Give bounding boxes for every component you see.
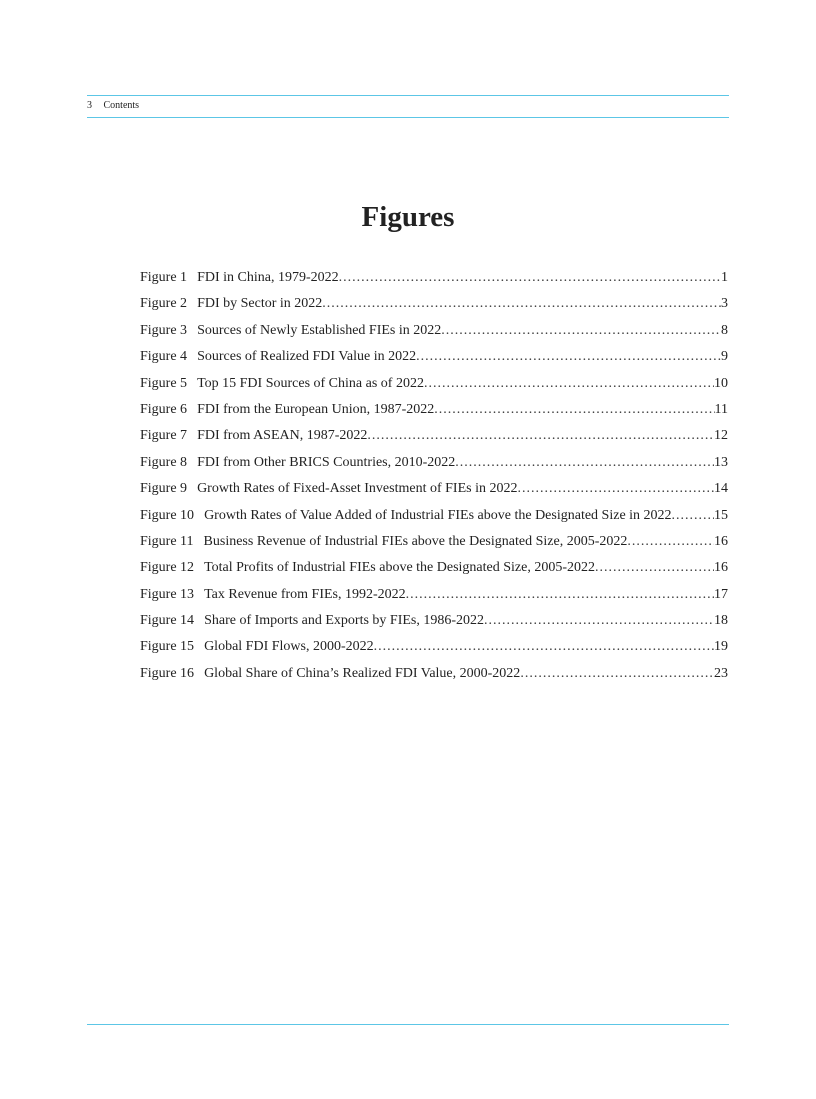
figure-entry[interactable] xyxy=(140,664,728,690)
figure-title[interactable]: Growth Rates of Value Added of Industrial FIEs above the Designated Size in 2022 xyxy=(204,507,672,523)
figure-title[interactable]: Top 15 FDI Sources of China as of 2022 xyxy=(197,375,424,391)
figure-page-number: 14 xyxy=(714,481,728,497)
dot-leader xyxy=(455,453,714,473)
dot-leader xyxy=(339,268,721,288)
dot-leader xyxy=(672,506,714,526)
dot-leader xyxy=(441,321,721,341)
header-page-number: 3 xyxy=(87,100,92,111)
dot-leader xyxy=(520,664,714,684)
figure-title[interactable]: Share of Imports and Exports by FIEs, 1986-2022 xyxy=(204,613,485,629)
dot-leader xyxy=(367,426,714,446)
figure-label: Figure 1 xyxy=(140,270,188,285)
dot-leader xyxy=(322,294,721,314)
figure-label: Figure 8 xyxy=(140,454,188,470)
figure-title[interactable]: FDI from Other BRICS Countries, 2010-2022 xyxy=(197,454,456,470)
figure-title[interactable]: Sources of Realized FDI Value in 2022 xyxy=(197,349,417,365)
header-rule-bottom xyxy=(87,117,729,118)
figure-entry[interactable] xyxy=(140,558,728,584)
figure-entry[interactable] xyxy=(140,321,728,347)
figure-title[interactable]: Growth Rates of Fixed-Asset Investment of FIEs in 2022 xyxy=(197,481,518,497)
figures-list xyxy=(140,268,728,690)
figure-entry[interactable] xyxy=(140,532,728,558)
footer-rule xyxy=(87,1024,729,1025)
figure-label: Figure 9 xyxy=(140,481,188,497)
figure-page-number: 11 xyxy=(714,401,728,417)
dot-leader xyxy=(416,347,721,367)
figure-title[interactable]: Global FDI Flows, 2000-2022 xyxy=(204,639,374,655)
dot-leader xyxy=(434,400,714,420)
dot-leader xyxy=(595,558,714,578)
dot-leader xyxy=(374,637,714,657)
figure-page-number: 3 xyxy=(721,296,728,312)
figure-title[interactable]: FDI from ASEAN, 1987-2022 xyxy=(197,428,368,444)
figure-title[interactable]: Tax Revenue from FIEs, 1992-2022 xyxy=(204,586,406,602)
figure-label: Figure 7 xyxy=(140,428,188,444)
figure-page-number: 12 xyxy=(714,428,728,444)
dot-leader xyxy=(484,611,714,631)
figure-page-number: 13 xyxy=(714,454,728,470)
figure-label: Figure 6 xyxy=(140,401,188,417)
figure-label: Figure 2 xyxy=(140,296,188,312)
figure-entry[interactable] xyxy=(140,506,728,532)
figure-entry[interactable] xyxy=(140,637,728,663)
figure-title[interactable]: FDI by Sector in 2022 xyxy=(197,296,323,312)
figure-entry[interactable] xyxy=(140,400,728,426)
figure-title[interactable]: Sources of Newly Established FIEs in 2022 xyxy=(197,322,442,338)
figure-page-number: 17 xyxy=(714,586,728,602)
figure-label: Figure 10 xyxy=(140,507,195,523)
figure-label: Figure 13 xyxy=(140,586,195,602)
figure-page-number: 8 xyxy=(721,322,728,338)
figure-page-number: 18 xyxy=(714,613,728,629)
header-section-title: Contents xyxy=(103,100,140,111)
figure-title[interactable]: FDI from the European Union, 1987-2022 xyxy=(197,401,435,417)
figure-entry[interactable] xyxy=(140,294,728,320)
figure-page-number: 1 xyxy=(721,270,728,285)
figure-entry[interactable] xyxy=(140,479,728,505)
dot-leader xyxy=(424,374,714,394)
figure-page-number: 15 xyxy=(714,507,728,523)
figure-title[interactable]: Global Share of China’s Realized FDI Value, 2000-2022 xyxy=(204,665,521,681)
figure-label: Figure 11 xyxy=(140,533,194,549)
figure-title[interactable]: Total Profits of Industrial FIEs above the Designated Size, 2005-2022 xyxy=(204,560,596,576)
figure-page-number: 10 xyxy=(714,375,728,391)
dot-leader xyxy=(517,479,714,499)
figure-entry[interactable] xyxy=(140,585,728,611)
figure-page-number: 16 xyxy=(714,533,728,549)
figure-label: Figure 5 xyxy=(140,375,188,391)
figure-entry[interactable] xyxy=(140,611,728,637)
header-rule-top xyxy=(87,95,729,96)
figure-entry[interactable] xyxy=(140,426,728,452)
figure-label: Figure 4 xyxy=(140,349,188,365)
figure-entry[interactable] xyxy=(140,268,728,294)
figure-label: Figure 12 xyxy=(140,560,195,576)
figure-page-number: 23 xyxy=(714,665,728,681)
figure-label: Figure 3 xyxy=(140,322,188,338)
dot-leader xyxy=(627,532,714,552)
figure-label: Figure 16 xyxy=(140,665,195,681)
figure-entry[interactable] xyxy=(140,374,728,400)
figure-label: Figure 14 xyxy=(140,613,195,629)
figure-entry[interactable] xyxy=(140,453,728,479)
figure-title[interactable]: FDI in China, 1979-2022 xyxy=(197,270,339,285)
figure-page-number: 16 xyxy=(714,560,728,576)
figure-entry[interactable] xyxy=(140,347,728,373)
figure-label: Figure 15 xyxy=(140,639,195,655)
running-head xyxy=(87,100,139,112)
figure-page-number: 19 xyxy=(714,639,728,655)
page-title: Figures xyxy=(361,201,455,234)
figure-title[interactable]: Business Revenue of Industrial FIEs above the Designated Size, 2005-2022 xyxy=(203,533,628,549)
figure-page-number: 9 xyxy=(721,349,728,365)
dot-leader xyxy=(406,585,714,605)
